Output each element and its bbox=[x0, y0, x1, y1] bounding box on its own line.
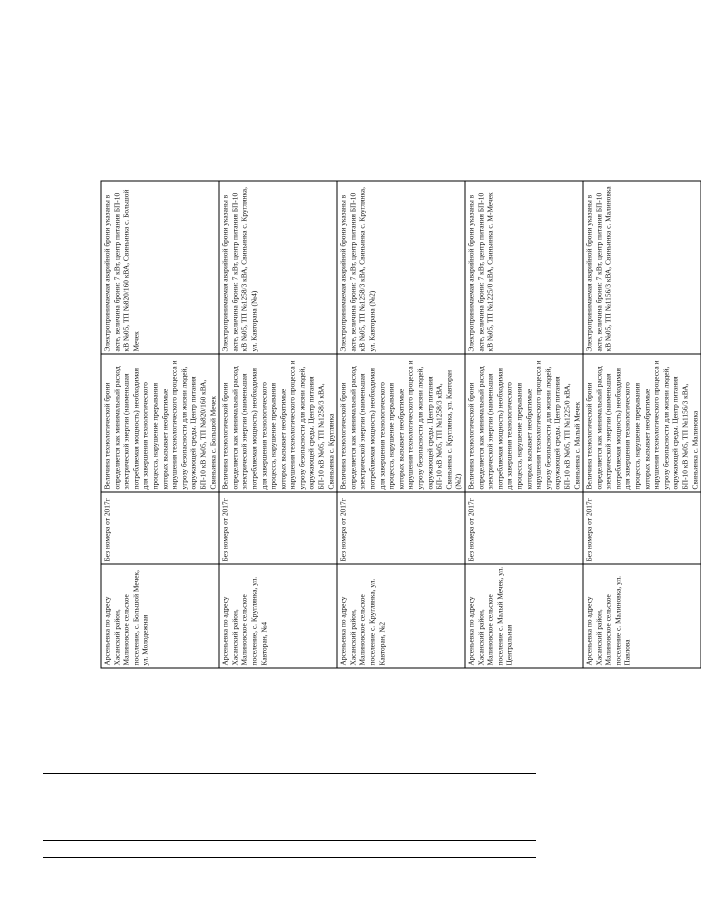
document-date-cell: Без номера от 2017г bbox=[337, 492, 465, 564]
document-date-cell: Без номера от 2017г bbox=[101, 492, 219, 564]
note-cell: Электропринимаемая аварийной брони указаны в акте, величина брони: 7 кВт, центр питания БП-10 кВ №05, ТП №1258/3 кВА, Свиньинка с. Круглянка, ул. Кавторана (№4) bbox=[219, 181, 337, 354]
note-cell: Электропринимаемая аварийной брони указаны в акте, величина брони: 7 кВт, центр питания БП-10 кВ №05, ТП №1156/3 кВА, Свиньинка с. Малиновка bbox=[583, 181, 701, 354]
table-row bbox=[583, 181, 701, 668]
address-cell: Арсеньевка по адресу Хасанский район, Малиновское сельское поселение с. Малый Мечек, ул. Центральная bbox=[464, 564, 582, 668]
address-cell: Арсеньевка по адресу Хасанский район, Малиновское сельское поселение с. Малиновка, ул. Павлова bbox=[583, 564, 701, 668]
document-date-cell: Без номера от 2017г bbox=[219, 492, 337, 564]
note-cell: Электропринимаемая аварийной брони указаны в акте, величина брони: 7 кВт, центр питания БП-10 кВ №05, ТП №1258/3 кВА, Свиньинка с. Круглянка, ул. Кавторана (№2) bbox=[337, 181, 465, 354]
note-cell: Электропринимаемая аварийной брони указаны в акте, величина брони: 7 кВт, центр питания БП-10 кВ №05, ТП №820/160 кВА, Свиньинка с. Большой Мечек bbox=[101, 181, 219, 354]
table-row bbox=[219, 181, 337, 668]
horizontal-rule bbox=[43, 857, 536, 858]
document-date-cell: Без номера от 2017г bbox=[583, 492, 701, 564]
description-cell: Величина технологической брони определяется как минимальный расход электрической энергии (наименьшая потребляемая мощность) необходимая для завершения технологического процесса, нарушение прерывания которых вызывает необратимые нарушения технологического процесса и угрозу безопасности для жизни людей, окружающей среды. Центр питания БП-10 кВ №05, ТП №820/160 кВА, Свиньинка с. Большой Мечек bbox=[101, 354, 219, 492]
table-row bbox=[337, 181, 465, 668]
address-cell: Арсеньевка по адресу Хасанский район, Малиновское сельское поселение, с. Большой Мечек, ул. Молодежная bbox=[101, 564, 219, 668]
reserve-table bbox=[100, 180, 701, 668]
document-date-cell: Без номера от 2017г bbox=[464, 492, 582, 564]
horizontal-rule bbox=[43, 773, 536, 774]
note-cell: Электропринимаемая аварийной брони указаны в акте, величина брони: 7 кВт, центр питания БП-10 кВ №05, ТП №1225/0 кВА, Свиньинка с. М-Мечек bbox=[464, 181, 582, 354]
horizontal-rule bbox=[43, 840, 536, 841]
description-cell: Величина технологической брони определяется как минимальный расход электрической энергии (наименьшая потребляемая мощность) необходимая для завершения технологического процесса, нарушение прерывания которых вызывает необратимые нарушения технологического процесса и угрозу безопасности для жизни людей, окружающей среды. Центр питания БП-10 кВ №05, ТП №1156/3 кВА, Свиньинка с. Малиновка bbox=[583, 354, 701, 492]
table-row bbox=[464, 181, 582, 668]
description-cell: Величина технологической брони определяется как минимальный расход электрической энергии (наименьшая потребляемая мощность) необходимая для завершения технологического процесса, нарушение прерывания которых вызывает необратимые нарушения технологического процесса и угрозу безопасности для жизни людей, окружающей среды. Центр питания БП-10 кВ №05, ТП №1225/0 кВА, Свиньинка с. Малый Мечек bbox=[464, 354, 582, 492]
address-cell: Арсеньевка по адресу Хасанский район, Малиновское сельское поселение, с. Круглянка, ул. Кавторан, №4 bbox=[219, 564, 337, 668]
rotated-table-block bbox=[100, 181, 699, 668]
table-row bbox=[101, 181, 219, 668]
description-cell: Величина технологической брони определяется как минимальный расход электрической энергии (наименьшая потребляемая мощность) необходимая для завершения технологического процесса, нарушение прерывания которых вызывает необратимые нарушения технологического процесса и угрозу безопасности для жизни людей, окружающей среды. Центр питания БП-10 кВ №05, ТП №1258/3 кВА, Свиньинка с. Круглянка bbox=[219, 354, 337, 492]
description-cell: Величина технологической брони определяется как минимальный расход электрической энергии (наименьшая потребляемая мощность) необходимая для завершения технологического процесса, нарушение прерывания которых вызывает необратимые нарушения технологического процесса и угрозу безопасности для жизни людей, окружающей среды. Центр питания БП-10 кВ №05, ТП №1258/3 кВА, Свиньинка с. Круглянка, ул. Кавторан (№2) bbox=[337, 354, 465, 492]
address-cell: Арсеньевка по адресу Хасанский район, Малиновское сельское поселение с. Круглянка, ул. Кавторан, №2 bbox=[337, 564, 465, 668]
